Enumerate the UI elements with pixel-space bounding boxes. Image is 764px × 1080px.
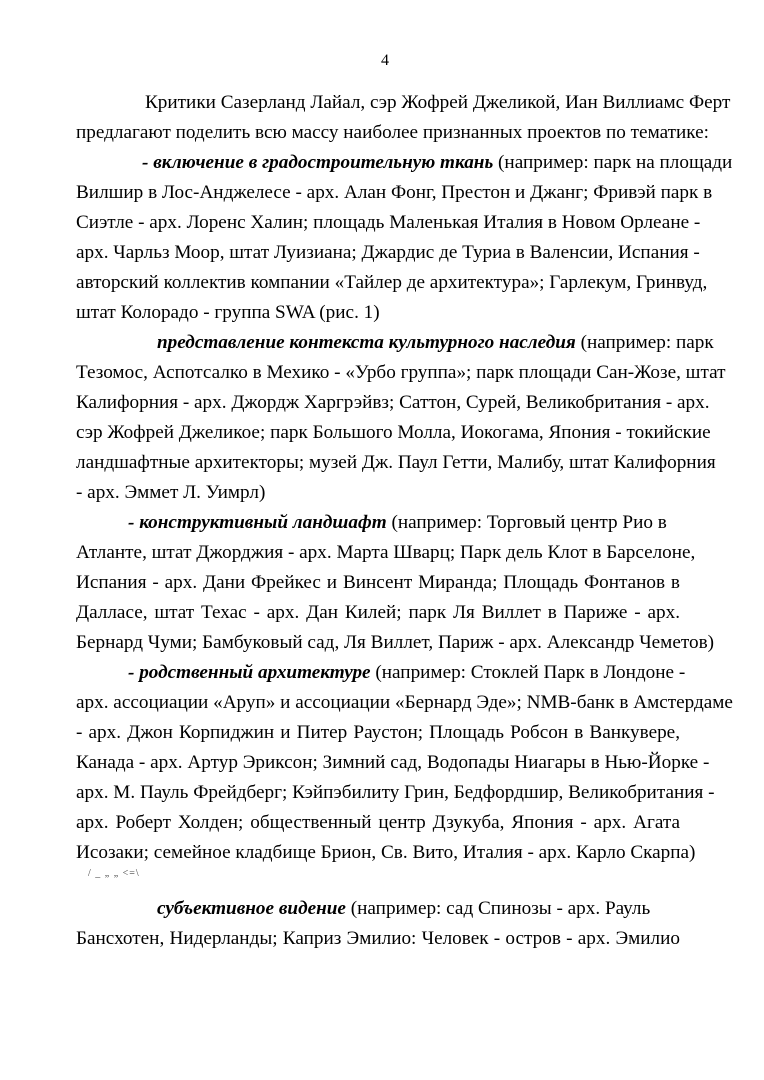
section-4-dash: - <box>128 662 140 683</box>
intro-line-1: Критики Сазерланд Лайал, сэр Жофрей Джеликой, Иан Виллиамс Ферт <box>145 92 731 113</box>
section-2-line: Калифорния - арх. Джордж Харгрэйвз; Саттон, Сурей, Великобритания - арх. <box>76 392 710 413</box>
section-1-dash: - <box>142 152 154 173</box>
section-2-line: - арх. Эммет Л. Уимрл) <box>76 482 266 503</box>
section-5-line: Бансхотен, Нидерланды; Каприз Эмилио: Человек - остров - арх. Эмилио <box>76 928 680 949</box>
section-5-first-rest: (например: сад Спинозы - арх. Рауль <box>345 898 651 919</box>
section-2-term: представление контекста культурного наследия <box>157 332 576 353</box>
section-1-line: авторский коллектив компании «Тайлер де архитектура»; Гарлекум, Гринвуд, <box>76 272 708 293</box>
section-3-first-rest: (например: Торговый центр Рио в <box>386 512 667 533</box>
section-4-line: - арх. Джон Корпиджин и Питер Раустон; Площадь Робсон в Ванкувере, <box>76 722 680 743</box>
section-1-line: Сиэтле - арх. Лоренс Халин; площадь Маленькая Италия в Новом Орлеане - <box>76 212 701 233</box>
section-3-line: Атланте, штат Джорджия - арх. Марта Шварц; Парк дель Клот в Барселоне, <box>76 542 696 563</box>
section-4-first-rest: (например: Стоклей Парк в Лондоне - <box>370 662 686 683</box>
section-3-first-line <box>128 512 667 534</box>
section-5-term: субъективное видение <box>157 898 346 919</box>
scan-artifact: / _ „ „ <=\ <box>88 868 140 879</box>
section-4-line: Канада - арх. Артур Эриксон; Зимний сад, Водопады Ниагары в Нью-Йорке - <box>76 752 710 773</box>
section-3-line: Испания - арх. Дани Фрейкес и Винсент Миранда; Площадь Фонтанов в <box>76 572 680 593</box>
section-3-line: Бернард Чуми; Бамбуковый сад, Ля Виллет, Париж - арх. Александр Чеметов) <box>76 632 715 653</box>
section-4-first-line <box>128 662 685 684</box>
section-1-line: штат Колорадо - группа SWA (рис. 1) <box>76 302 380 323</box>
section-4-term: родственный архитектуре <box>139 662 371 683</box>
section-2-line: Тезомос, Аспотсалко в Мехико - «Урбо группа»; парк площади Сан-Жозе, штат <box>76 362 726 383</box>
section-1-line: арх. Чарльз Моор, штат Луизиана; Джардис де Туриа в Валенсии, Испания - <box>76 242 700 263</box>
section-1-first-line <box>142 152 732 174</box>
section-2-line: сэр Жофрей Джеликое; парк Большого Молла, Иокогама, Япония - токийские <box>76 422 711 443</box>
section-1-first-rest: (например: парк на площади <box>493 152 733 173</box>
section-4-line: арх. ассоциации «Аруп» и ассоциации «Бернард Эде»; NMB-банк в Амстердаме <box>76 692 733 713</box>
section-4-line: арх. Роберт Холден; общественный центр Дзукуба, Япония - арх. Агата <box>76 812 680 833</box>
section-5-first-line <box>157 898 650 920</box>
section-4-line: Исозаки; семейное кладбище Брион, Св. Вито, Италия - арх. Карло Скарпа) <box>76 842 696 863</box>
section-3-dash: - <box>128 512 140 533</box>
section-3-line: Далласе, штат Техас - арх. Дан Килей; парк Ля Виллет в Париже - арх. <box>76 602 680 623</box>
section-1-term: включение в градостроительную ткань <box>153 152 494 173</box>
section-2-line: ландшафтные архитекторы; музей Дж. Паул Гетти, Малибу, штат Калифорния <box>76 452 716 473</box>
section-3-term: конструктивный ландшафт <box>139 512 387 533</box>
intro-line-2: предлагают поделить всю массу наиболее признанных проектов по тематике: <box>76 122 709 143</box>
section-2-first-rest: (например: парк <box>575 332 714 353</box>
section-1-line: Вилшир в Лос-Анджелесе - арх. Алан Фонг, Престон и Джанг; Фривэй парк в <box>76 182 713 203</box>
page-number: 4 <box>381 52 389 69</box>
section-4-line: арх. М. Пауль Фрейдберг; Кэйпэбилиту Грин, Бедфордшир, Великобритания - <box>76 782 715 803</box>
section-2-first-line <box>157 332 714 354</box>
